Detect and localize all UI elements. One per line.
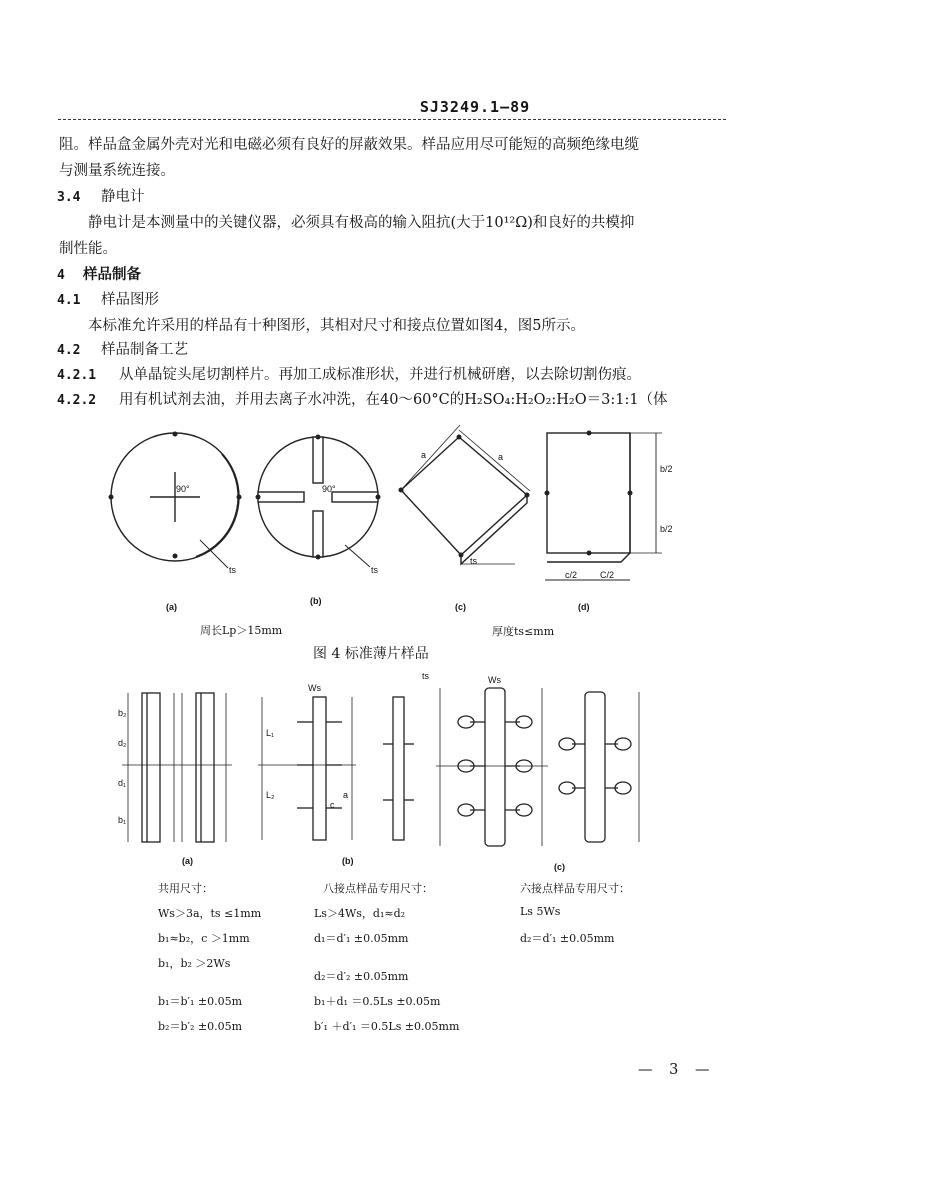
- common-dim-4: b₁＝b′₁ ±0.05m: [158, 995, 243, 1008]
- body-line-5: 本标准允许采用的样品有十种图形，其相对尺寸和接点位置如图4，图5所示。: [88, 318, 585, 334]
- six-dims-title: 六接点样品专用尺寸：: [520, 882, 630, 895]
- section-number: 3.4: [57, 190, 81, 205]
- fig5a-bar: [142, 693, 160, 842]
- fig5-label-L1: L₁: [266, 728, 275, 738]
- fig5-ws-c: Ws: [488, 675, 501, 685]
- fig4d-b-half2: b/2: [660, 524, 673, 534]
- fig4-caption: 图 4 标准薄片样品: [313, 646, 429, 662]
- fig4-sub-b: (b): [310, 596, 322, 606]
- section-title: 静电计: [101, 189, 145, 205]
- body-line-2: 与测量系统连接。: [59, 163, 175, 179]
- fig5-sub-c: (c): [554, 862, 565, 872]
- fig5-ts: ts: [422, 671, 430, 681]
- section-title: 样品制备: [83, 267, 141, 283]
- fig4d-c-half: c/2: [565, 570, 578, 580]
- fig4a-ts: ts: [229, 565, 237, 575]
- fig5-sub-a: (a): [182, 856, 193, 866]
- fig5-label-c: c: [330, 800, 335, 810]
- section-text: 从单晶锭头尾切割样片。再加工成标准形状，并进行机械研磨，以去除切割伤痕。: [119, 367, 641, 383]
- fig5-label-d1: d₁: [118, 778, 127, 788]
- section-number: 4: [57, 268, 65, 283]
- doc-number: SJ3249.1—89: [419, 98, 531, 116]
- fig4c-side-a2: a: [498, 452, 504, 462]
- body-line-1: 阻。样品盒金属外壳对光和电磁必须有良好的屏蔽效果。样品应用尽可能短的高频绝缘电缆: [59, 137, 639, 153]
- eight-dim-4: b₁＋d₁ ＝0.5Ls ±0.05m: [314, 995, 441, 1008]
- section-number: 4.2.2: [57, 393, 97, 408]
- section-number: 4.1: [57, 293, 81, 308]
- fig4d-C-half: C/2: [600, 570, 615, 580]
- common-dim-3: b₁，b₂ ＞2Ws: [158, 957, 231, 970]
- fig4-sub-a: (a): [166, 602, 177, 612]
- fig4b-angle: 90°: [322, 484, 336, 494]
- eight-dim-3: d₂＝d′₂ ±0.05mm: [314, 970, 409, 983]
- eight-dim-1: Ls＞4Ws，d₁≈d₂: [314, 907, 406, 920]
- section-text: 用有机试剂去油，并用去离子水冲洗，在40～60°C的H₂SO₄:H₂O₂:H₂O＝3:1:1（体: [119, 392, 668, 408]
- fig4d-b-half: b/2: [660, 464, 673, 474]
- fig4-sub-d: (d): [578, 602, 590, 612]
- fig5c-bar: [485, 688, 505, 846]
- fig5-label-b2: b₂: [118, 708, 127, 718]
- fig4c-ts: ts: [470, 556, 478, 566]
- fig4-thickness-note: 厚度ts≤mm: [492, 625, 555, 638]
- page-number: — 3 —: [638, 1062, 716, 1078]
- fig5-label-L2: L₂: [266, 790, 275, 800]
- fig5-ws-b: Ws: [308, 683, 321, 693]
- fig4c-side-a: a: [421, 450, 427, 460]
- fig5-label-d2: d₂: [118, 738, 127, 748]
- common-dim-2: b₁≈b₂，c ＞1mm: [158, 932, 250, 945]
- section-number: 4.2: [57, 343, 81, 358]
- common-dim-1: Ws＞3a，ts ≤1mm: [158, 907, 262, 920]
- fig5-label-a: a: [343, 790, 349, 800]
- body-line-3: 静电计是本测量中的关键仪器，必须具有极高的输入阻抗(大于10¹²Ω)和良好的共模抑: [88, 215, 635, 231]
- six-dim-1: Ls 5Ws: [520, 905, 561, 918]
- eight-dims-title: 八接点样品专用尺寸：: [323, 882, 433, 895]
- eight-dim-5: b′₁ ＋d′₁ ＝0.5Ls ±0.05mm: [314, 1020, 460, 1033]
- section-number: 4.2.1: [57, 368, 97, 383]
- section-title: 样品图形: [101, 292, 159, 308]
- eight-dim-2: d₁＝d′₁ ±0.05mm: [314, 932, 409, 945]
- six-dim-2: d₂＝d′₁ ±0.05mm: [520, 932, 615, 945]
- fig4-sub-c: (c): [455, 602, 466, 612]
- fig5-sub-b: (b): [342, 856, 354, 866]
- fig5-label-b1: b₁: [118, 815, 127, 825]
- fig4-perimeter-note: 周长Lp＞15mm: [200, 624, 283, 637]
- common-dim-5: b₂＝b′₂ ±0.05m: [158, 1020, 243, 1033]
- fig4b-ts: ts: [371, 565, 379, 575]
- fig5b-bar: [313, 697, 326, 840]
- fig4a-angle: 90°: [176, 484, 190, 494]
- common-dims-title: 共用尺寸：: [158, 882, 213, 895]
- section-title: 样品制备工艺: [101, 342, 188, 358]
- body-line-4: 制性能。: [59, 241, 117, 257]
